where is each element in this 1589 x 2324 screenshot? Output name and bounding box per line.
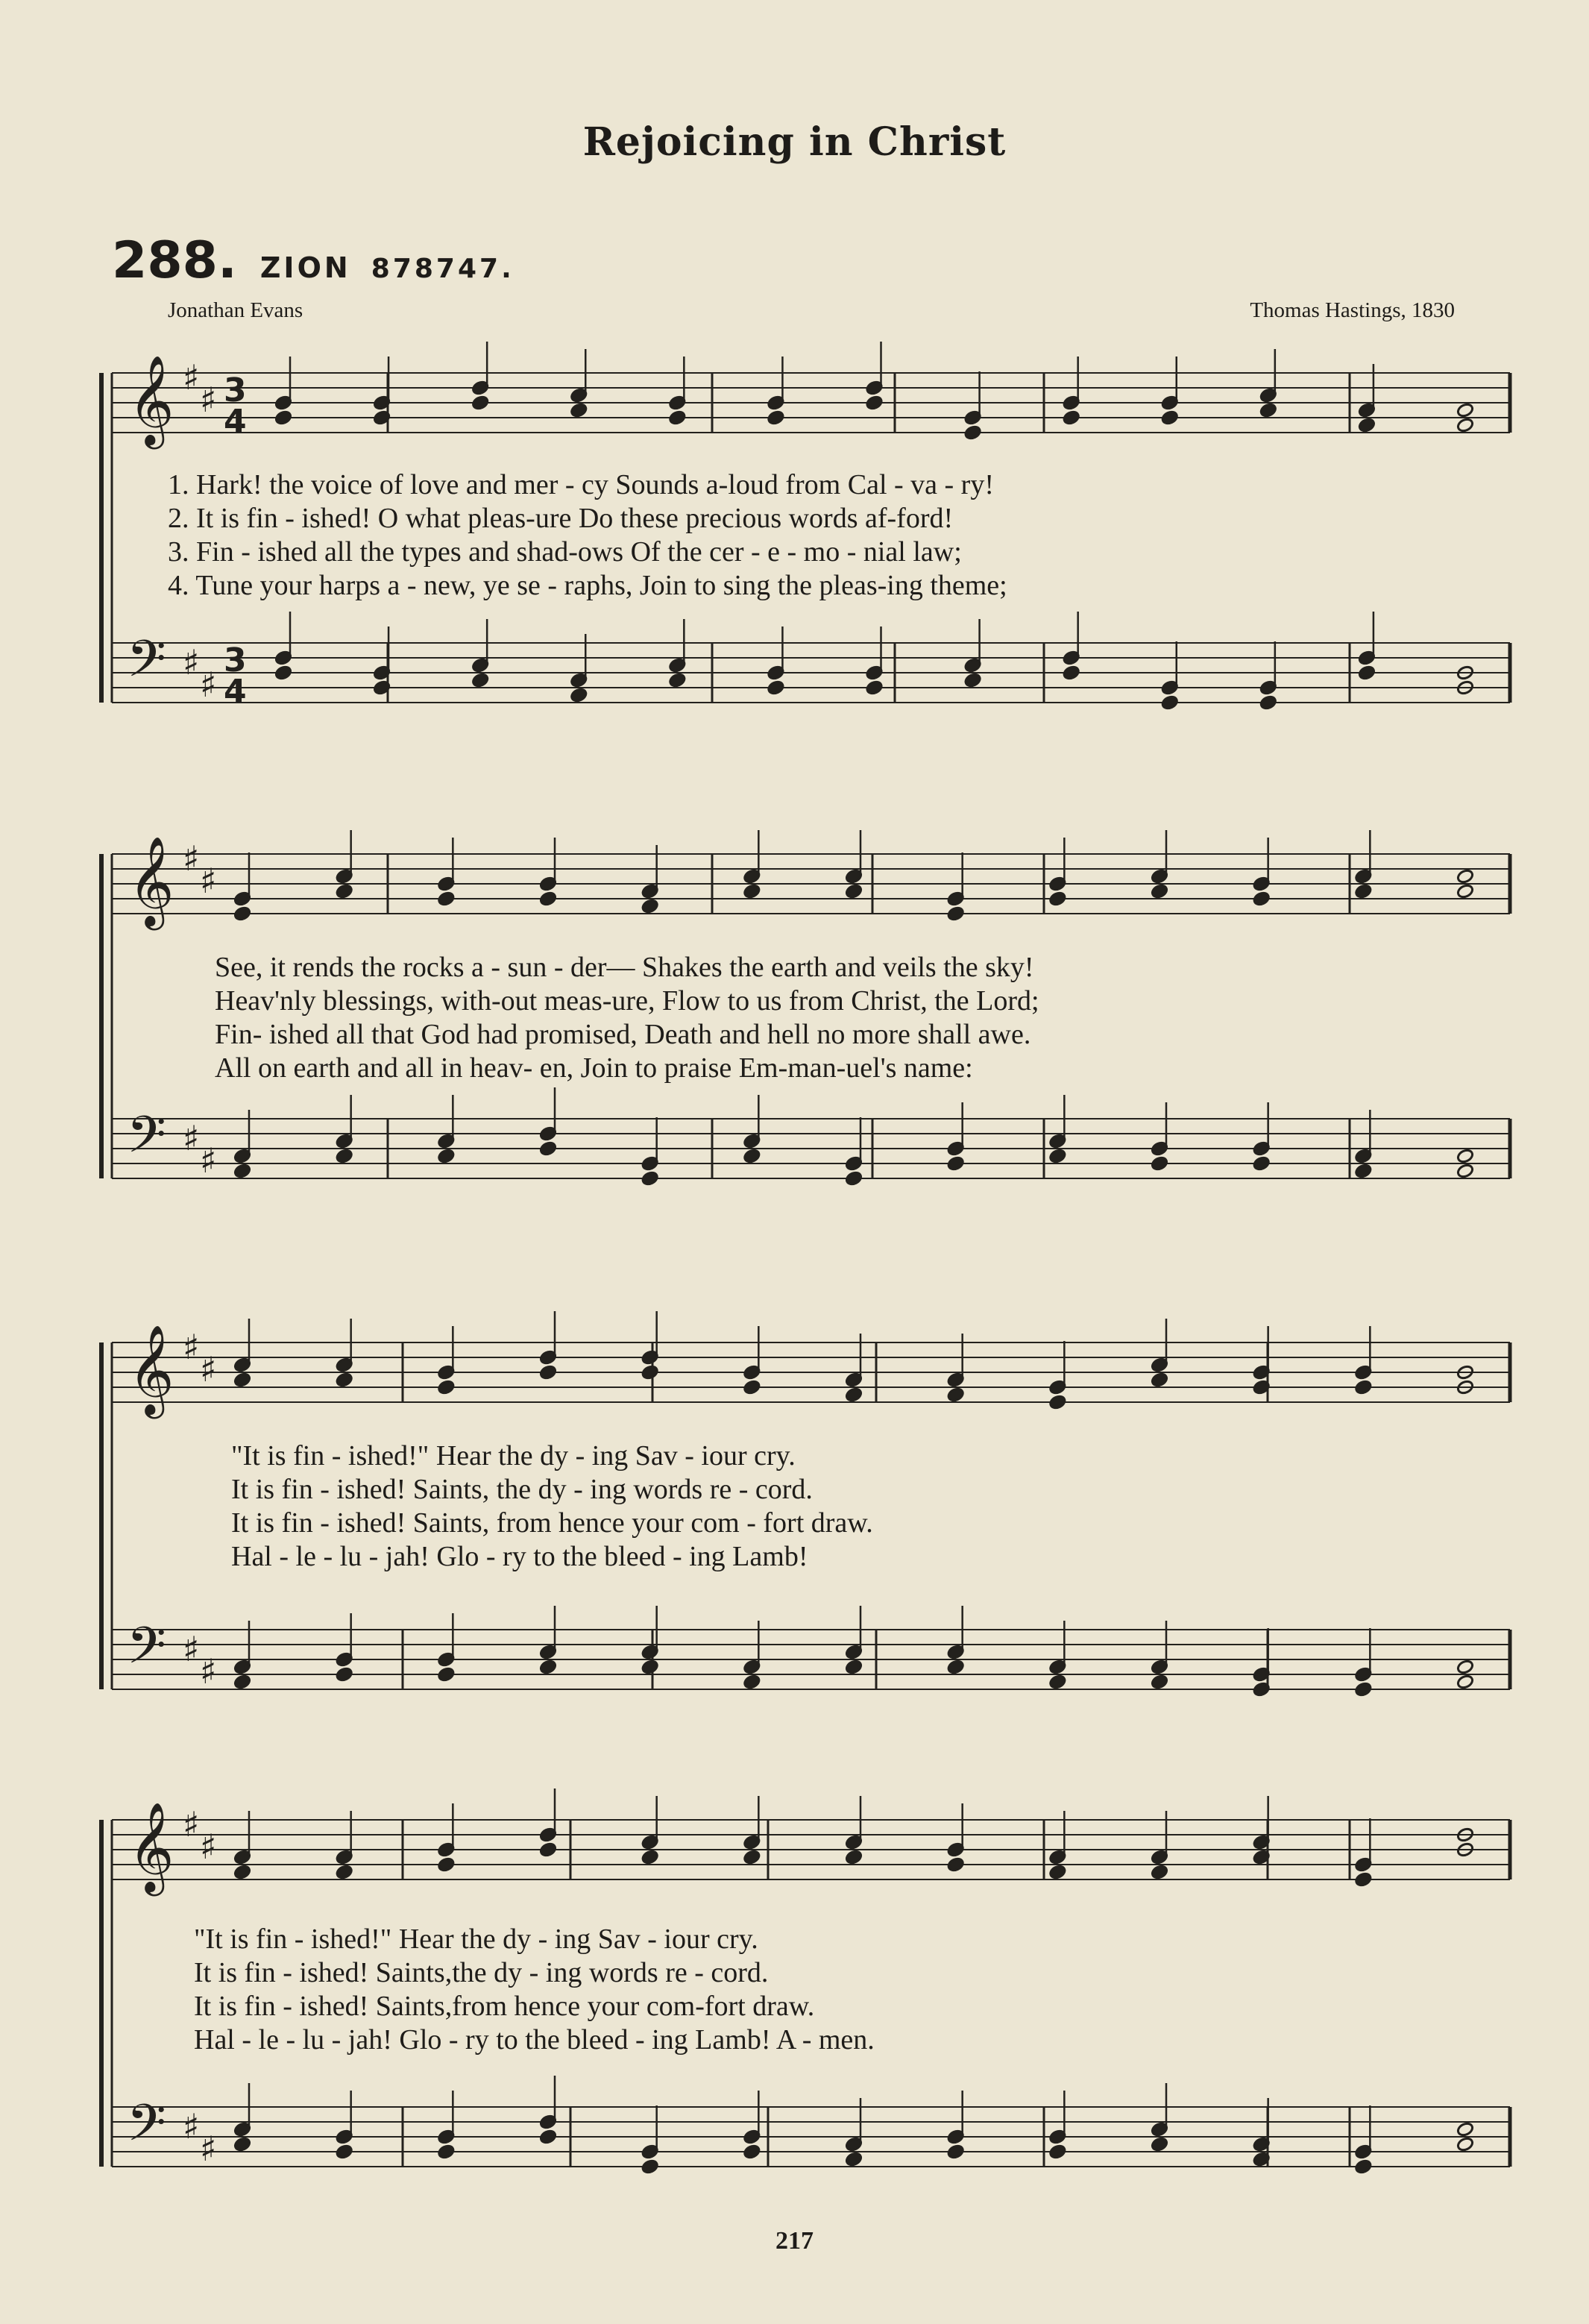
system-1-note	[767, 409, 784, 425]
system-4-note	[1456, 2121, 1474, 2137]
system-2-note	[233, 1163, 251, 1178]
system-1-note	[274, 409, 292, 425]
system-3-note	[947, 1386, 965, 1402]
system-4-note	[539, 1841, 557, 1857]
system-3-note	[233, 1674, 251, 1689]
lyric-s3-v4: Hal - le - lu - jah! Glo - ry to the bleed - ing Lamb!	[231, 1541, 808, 1572]
system-1-note	[1063, 409, 1080, 425]
system-4-note	[1151, 1864, 1168, 1879]
system-4-note	[437, 2144, 455, 2159]
system-2-bass-clef-icon: 𝄢	[127, 1106, 166, 1177]
system-4-note	[743, 1849, 761, 1865]
system-1-time-sig: 4	[224, 673, 247, 711]
system-1-sharp-icon: ♯	[183, 642, 200, 682]
system-4-note	[845, 1849, 863, 1865]
system-2-note	[743, 883, 761, 899]
system-4-note	[845, 2151, 863, 2167]
system-4-note	[336, 2144, 353, 2159]
system-1-note	[471, 395, 489, 410]
lyric-s3-v3: It is fin - ished! Saints, from hence your com - fort draw.	[231, 1507, 873, 1539]
lyric-s1-v1: 1. Hark! the voice of love and mer - cy Sounds a-loud from Cal - va - ry!	[168, 469, 994, 500]
page-number: 217	[775, 2227, 814, 2255]
system-2-treble-clef-icon: 𝄞	[128, 835, 174, 926]
system-1-note	[865, 395, 883, 410]
system-1-note	[1456, 417, 1474, 433]
system-3-note	[336, 1666, 353, 1682]
hymn-number: 288.	[112, 231, 237, 290]
system-3-note	[1456, 1674, 1474, 1689]
system-2-note	[1456, 1163, 1474, 1178]
system-2-sharp-icon: ♯	[183, 838, 200, 879]
system-3-note	[845, 1386, 863, 1402]
system-4-note	[233, 1864, 251, 1879]
system-1-note	[1259, 402, 1277, 418]
system-1-bass-clef-icon: 𝄢	[127, 630, 166, 701]
system-1-note	[964, 424, 982, 440]
system-1-note	[1063, 665, 1080, 680]
system-1-note	[767, 679, 784, 695]
lyric-s2-v3: Fin- ished all that God had promised, Death and hell no more shall awe.	[215, 1019, 1031, 1050]
system-4-sharp-icon: ♯	[183, 1804, 200, 1844]
system-4-note	[947, 2144, 965, 2159]
system-2-note	[437, 891, 455, 906]
system-4-note	[947, 1856, 965, 1872]
system-3-note	[641, 1659, 659, 1674]
lyric-s3-v1: "It is fin - ished!" Hear the dy - ing Sav - iour cry.	[231, 1440, 796, 1472]
system-4-bass-clef-icon: 𝄢	[127, 2094, 166, 2165]
system-2-note	[845, 1170, 863, 1186]
system-3-sharp-icon: ♯	[200, 1651, 217, 1692]
system-2-note	[539, 1140, 557, 1156]
system-2-note	[1354, 1163, 1372, 1178]
system-2-note	[539, 891, 557, 906]
system-1-note	[865, 679, 883, 695]
system-2-note	[1253, 891, 1271, 906]
system-1-sharp-icon: ♯	[200, 380, 217, 420]
system-1-time-sig: 3	[224, 371, 247, 409]
system-1-sharp-icon: ♯	[200, 665, 217, 705]
system-4-sharp-icon: ♯	[183, 2106, 200, 2146]
system-4-note	[539, 2129, 557, 2144]
system-1-time-sig: 4	[224, 403, 247, 441]
tune-name: ZION	[259, 251, 351, 284]
system-1-note	[570, 402, 588, 418]
lyric-s4-v2: It is fin - ished! Saints,the dy - ing words re - cord.	[194, 1957, 769, 1988]
system-2-note	[437, 1148, 455, 1163]
system-2-note	[1456, 883, 1474, 899]
system-3-note	[1354, 1379, 1372, 1395]
system-2-note	[1151, 883, 1168, 899]
system-2-note	[947, 1155, 965, 1171]
system-1-note	[1161, 694, 1179, 710]
lyric-s4-v4: Hal - le - lu - jah! Glo - ry to the bleed - ing Lamb! A - men.	[194, 2024, 875, 2056]
lyric-s4-v3: It is fin - ished! Saints,from hence your com-fort draw.	[194, 1991, 815, 2022]
system-2-note	[743, 1148, 761, 1163]
system-3-note	[336, 1372, 353, 1387]
system-3-sharp-icon: ♯	[183, 1327, 200, 1367]
system-1-note	[1358, 665, 1376, 680]
system-3-note	[437, 1666, 455, 1682]
system-2-note	[1456, 868, 1474, 884]
system-1-note	[1161, 409, 1179, 425]
system-1-note	[570, 687, 588, 703]
tune-meter: 878747.	[371, 254, 515, 284]
music-author: Thomas Hastings, 1830	[1250, 298, 1455, 322]
system-1-note	[964, 672, 982, 688]
system-2-note	[1253, 1155, 1271, 1171]
system-4-note	[641, 1849, 659, 1865]
lyric-s1-v3: 3. Fin - ished all the types and shad-ows Of the cer - e - mo - nial law;	[168, 536, 962, 568]
system-4-note	[437, 1856, 455, 1872]
system-1-note	[1456, 402, 1474, 418]
lyric-s3-v2: It is fin - ished! Saints, the dy - ing words re - cord.	[231, 1474, 813, 1505]
system-2-note	[1048, 1148, 1066, 1163]
system-2-note	[1456, 1148, 1474, 1163]
system-1-note	[471, 672, 489, 688]
system-3-bass-clef-icon: 𝄢	[127, 1617, 166, 1688]
system-3-note	[1048, 1394, 1066, 1410]
system-2-note	[845, 883, 863, 899]
system-3-note	[437, 1379, 455, 1395]
system-3-sharp-icon: ♯	[183, 1629, 200, 1669]
system-4-note	[743, 2144, 761, 2159]
system-3-note	[1354, 1681, 1372, 1697]
system-4-note	[1456, 2136, 1474, 2152]
system-3-note	[641, 1364, 659, 1380]
lyric-s1-v4: 4. Tune your harps a - new, ye se - raphs, Join to sing the pleas-ing theme;	[168, 570, 1007, 601]
system-3-note	[947, 1659, 965, 1674]
lyric-s2-v1: See, it rends the rocks a - sun - der— Shakes the earth and veils the sky!	[215, 952, 1034, 983]
system-3-note	[1048, 1674, 1066, 1689]
system-4-note	[233, 2136, 251, 2152]
system-3-treble-clef-icon: 𝄞	[128, 1324, 174, 1415]
system-2-note	[947, 905, 965, 921]
system-1-note	[668, 409, 686, 425]
system-4-note	[1151, 2136, 1168, 2152]
system-1-sharp-icon: ♯	[183, 357, 200, 398]
system-4-note	[1354, 1871, 1372, 1887]
system-4-note	[1048, 2144, 1066, 2159]
system-2-note	[1354, 883, 1372, 899]
system-2-note	[1048, 891, 1066, 906]
lyric-s2-v4: All on earth and all in heav- en, Join to praise Em-man-uel's name:	[215, 1052, 973, 1084]
lyric-s4-v1: "It is fin - ished!" Hear the dy - ing Sav - iour cry.	[194, 1923, 758, 1955]
section-title: Rejoicing in Christ	[582, 119, 1007, 165]
system-4-note	[1048, 1864, 1066, 1879]
system-2-note	[336, 883, 353, 899]
system-4-sharp-icon: ♯	[200, 1827, 217, 1867]
system-4-note	[1354, 2158, 1372, 2174]
system-2-note	[233, 905, 251, 921]
system-4-treble-clef-icon: 𝄞	[128, 1801, 174, 1892]
system-1-note	[274, 665, 292, 680]
system-3-note	[1151, 1372, 1168, 1387]
system-3-note	[743, 1379, 761, 1395]
system-3-note	[539, 1364, 557, 1380]
system-1-time-sig: 3	[224, 641, 247, 679]
system-2-sharp-icon: ♯	[200, 1140, 217, 1181]
system-4-note	[641, 2158, 659, 2174]
system-2-sharp-icon: ♯	[200, 861, 217, 901]
system-3-note	[845, 1659, 863, 1674]
system-4-note	[336, 1864, 353, 1879]
system-3-note	[233, 1372, 251, 1387]
system-3-note	[539, 1659, 557, 1674]
system-1-note	[1358, 417, 1376, 433]
system-3-note	[1456, 1659, 1474, 1674]
system-1-treble-clef-icon: 𝄞	[128, 354, 174, 445]
system-4-sharp-icon: ♯	[200, 2129, 217, 2169]
system-3-note	[1151, 1674, 1168, 1689]
system-2-note	[641, 1170, 659, 1186]
system-1-note	[668, 672, 686, 688]
text-author: Jonathan Evans	[168, 298, 303, 322]
system-1-note	[1259, 694, 1277, 710]
system-2-note	[1151, 1155, 1168, 1171]
system-2-sharp-icon: ♯	[183, 1118, 200, 1158]
system-3-sharp-icon: ♯	[200, 1349, 217, 1389]
lyric-s1-v2: 2. It is fin - ished! O what pleas-ure Do these precious words af-ford!	[168, 503, 954, 534]
system-2-note	[641, 898, 659, 914]
lyric-s2-v2: Heav'nly blessings, with-out meas-ure, Flow to us from Christ, the Lord;	[215, 985, 1039, 1017]
system-3-note	[743, 1674, 761, 1689]
system-2-note	[336, 1148, 353, 1163]
